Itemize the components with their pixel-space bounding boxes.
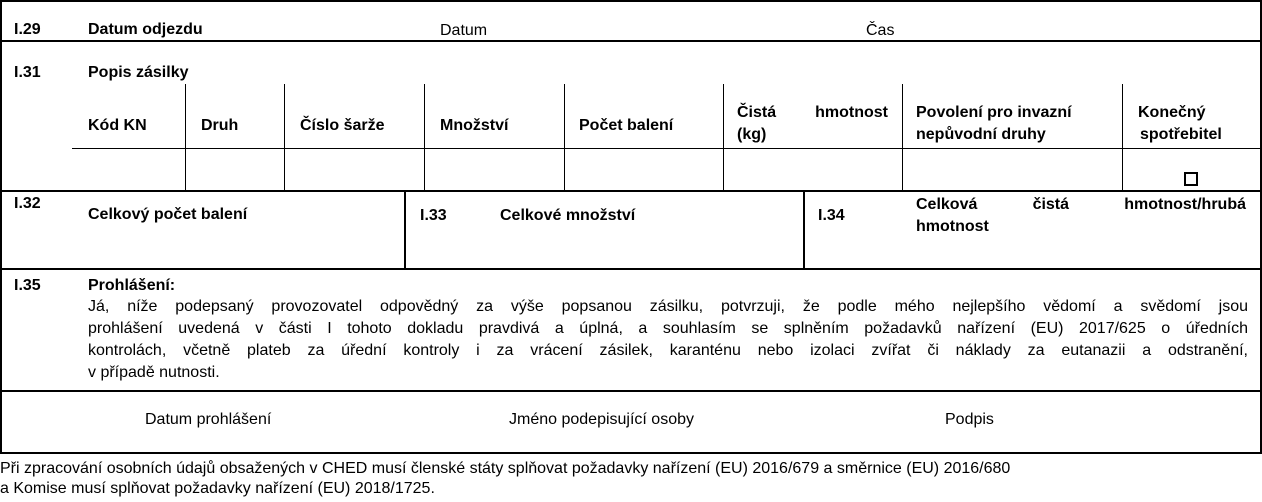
i31-title: Popis zásilky: [88, 64, 189, 81]
col-divider-1: [185, 84, 186, 190]
i29-time-label: Čas: [866, 22, 895, 39]
footer-line-2: a Komise musí splňovat požadavky nařízení (EU) 2018/1725.: [0, 480, 435, 497]
divider-i29-i31: [0, 40, 1262, 42]
declaration-line-1: Já, níže podepsaný provozovatel odpovědný za výše popsanou zásilku, potvrzuji, že podle mého nejlepšího vědomí a svědomí jsou: [88, 298, 1248, 315]
final-consumer-checkbox[interactable]: [1184, 172, 1198, 186]
col-header-batch-number: Číslo šarže: [300, 117, 385, 134]
i35-code: I.35: [14, 277, 41, 294]
col-header-final-consumer: Konečný: [1138, 104, 1206, 121]
divider-i35-signature: [0, 390, 1262, 392]
col-divider-3: [424, 84, 425, 190]
col-header-net-weight-unit: (kg): [737, 126, 767, 143]
col-divider-6: [902, 84, 903, 190]
col-divider-4: [564, 84, 565, 190]
divider-i31-i32: [0, 190, 1262, 192]
i32-code: I.32: [14, 195, 41, 212]
border-top: [0, 0, 1262, 2]
i33-title: Celkové množství: [500, 207, 636, 224]
col-divider-5: [723, 84, 724, 190]
col-header-quantity: Množství: [440, 117, 509, 134]
divider-i32-i33: [404, 190, 406, 268]
i35-title: Prohlášení:: [88, 277, 176, 294]
declaration-line-4: v případě nutnosti.: [88, 364, 220, 381]
col-header-package-count: Počet balení: [579, 117, 674, 134]
i34-title-line2: hmotnost: [916, 218, 989, 235]
signatory-name-label: Jméno podepisující osoby: [509, 411, 694, 428]
i32-title: Celkový počet balení: [88, 206, 248, 223]
col-divider-7: [1122, 84, 1123, 190]
col-header-invasive-permit: Povolení pro invazní: [916, 104, 1072, 121]
signature-label: Podpis: [945, 411, 994, 428]
i34-title: Celková čistá hmotnost/hrubá: [916, 196, 1246, 213]
i29-code: I.29: [14, 21, 41, 38]
i31-code: I.31: [14, 64, 41, 81]
footer-line-1: Při zpracování osobních údajů obsažených v CHED musí členské státy splňovat požadavky nařízení (EU) 2016/679 a směrnice (EU) 2016/680: [0, 460, 1011, 477]
col-header-type: Druh: [201, 117, 239, 134]
col-header-net-weight: Čistá hmotnost: [737, 104, 888, 121]
border-left: [0, 0, 2, 454]
border-bottom: [0, 452, 1262, 454]
col-header-invasive-permit-line2: nepůvodní druhy: [916, 126, 1046, 143]
divider-i33-i34: [803, 190, 805, 268]
i34-code: I.34: [818, 207, 845, 224]
divider-i31-header-bottom: [72, 148, 1262, 149]
col-header-final-consumer-line2: spotřebitel: [1140, 126, 1222, 143]
col-divider-2: [284, 84, 285, 190]
i29-title: Datum odjezdu: [88, 21, 203, 38]
declaration-date-label: Datum prohlášení: [145, 411, 272, 428]
i33-code: I.33: [420, 207, 447, 224]
i29-date-label: Datum: [440, 22, 488, 39]
col-header-kn-code: Kód KN: [88, 117, 147, 134]
divider-i32-i35: [0, 268, 1262, 270]
declaration-line-3: kontrolách, včetně plateb za úřední kontroly i za vrácení zásilek, karanténu nebo izolaci zvířat či náklady za eutanazii a odstranění,: [88, 342, 1248, 359]
declaration-line-2: prohlášení uvedená v části I tohoto dokladu pravdivá a úplná, a souhlasím se splněním požadavků nařízení (EU) 2017/625 o úředních: [88, 320, 1248, 337]
